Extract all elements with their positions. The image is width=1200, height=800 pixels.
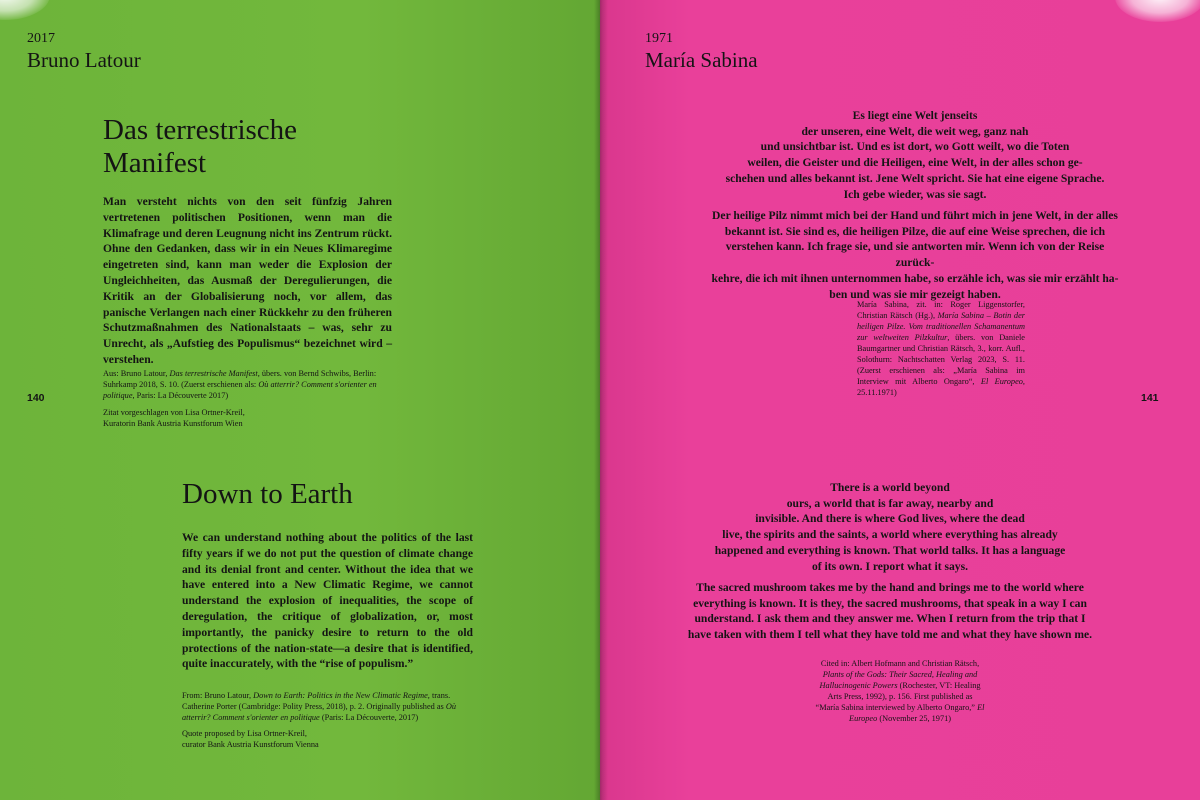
poem-line: live, the spirits and the saints, a world where everything has already [722, 528, 1058, 542]
german-body: Man versteht nichts von den seit fünfzig Jahren vertretenen politischen Positionen, wenn man die Klimafrage und deren Leugnung nicht ins Zentrum rückt. Ohne den Gedanken, dass wir in ein Neues Klimaregime eingetreten sind, kann man weder die Explosion der Ungleichheiten, das Ausmaß der Deregulierungen, die Kritik an der Globalisierung noch, vor allem, das panische Verlangen nach einer Rückkehr zu den früheren Schutzmaßnahmen des Nationalstaats – was, sehr zu Unrecht, als „Aufstieg des Populismus“ bezeichnet wird – verstehen. [103, 195, 392, 366]
poem-line: schehen und alles bekannt ist. Jene Welt spricht. Sie hat eine eigene Sprache. [725, 171, 1105, 185]
german-title: Das terrestrische Manifest [103, 114, 298, 179]
paragraph-line: bekannt ist. Sie sind es, die heiligen Pilze, die auf eine Weise sprechen, die ich [724, 224, 1106, 238]
english-source-citation: Cited in: Albert Hofmann and Christian Rätsch, Plants of the Gods: Their Sacred, Healing and Hallucinogenic Powers (Rochester, VT: Healing Arts Press, 1992), p. 156. First published as “María Sabina interviewed by Alberto Ongaro,” El Europeo (November 25, 1971) [815, 659, 985, 723]
paragraph-line: kehre, die ich mit ihnen unternommen habe, so erzähle ich, was sie mir erzählt ha- [711, 271, 1119, 285]
poem-line: Es liegt eine Welt jenseits [852, 109, 978, 122]
german-source-citation: Aus: Bruno Latour, Das terrestrische Manifest, übers. von Bernd Schwibs, Berlin: Suhrkamp 2018, S. 10. (Zuerst erschienen als: Où atterrir? Comment s'orienter en politique, Paris: La Découverte 2017) [103, 369, 377, 400]
german-poem [705, 108, 1125, 202]
paragraph-line: understand. I ask them and they answer me. When I return from the trip that I [694, 612, 1086, 626]
year-label: 1971 [645, 31, 673, 46]
poem-line: Ich gebe wieder, was sie sagt. [843, 187, 987, 201]
english-poem [630, 480, 1150, 574]
paragraph-line: Der heilige Pilz nimmt mich bei der Hand und führt mich in jene Welt, in der alles [712, 209, 1118, 222]
light-glare [0, 0, 50, 20]
english-paragraph [630, 580, 1150, 643]
poem-line: of its own. I report what it says. [812, 559, 968, 573]
author-name: Bruno Latour [27, 48, 141, 72]
poem-line: der unseren, eine Welt, die weit weg, ganz nah [801, 124, 1029, 138]
german-source-citation: María Sabina, zit. in: Roger Liggenstorfer, Christian Rätsch (Hg.), María Sabina – Botin der heiligen Pilze. Vom traditionellen Schamanentum zur weltweiten Pilzkultur, übers. von Daniele Baumgartner und Christian Rätsch, 3., korr. Aufl., Solothurn: Nachtschatten Verlag 2023, S. 11. (Zuerst erschienen als: „María Sabina im Interview mit Alberto Ongaro“, El Europeo, 25.11.1971) [857, 300, 1025, 397]
poem-line: weilen, die Geister und die Heiligen, eine Welt, in der alles schon ge- [747, 156, 1083, 170]
poem-line: ours, a world that is far away, nearby and [786, 496, 994, 510]
german-quote-credit: Zitat vorgeschlagen von Lisa Ortner-Kreil, Kuratorin Bank Austria Kunstforum Wien [103, 408, 245, 428]
english-body: We can understand nothing about the politics of the last fifty years if we do not put the question of climate change and its denial front and center. Without the idea that we have entered into a New Climatic Regime, we cannot understand the explosion of inequalities, the scope of deregulation, the critique of globalization, or, most importantly, the panicky desire to return to the old protections of the nation-state—a desire that is identified, quite inaccurately, with the “rise of populism.” [182, 531, 473, 671]
light-glare [1115, 0, 1200, 22]
paragraph-line: ben und was sie mir gezeigt haben. [829, 287, 1001, 301]
german-paragraph [705, 208, 1125, 302]
right-page [600, 0, 1200, 800]
poem-line: There is a world beyond [830, 481, 950, 494]
paragraph-line: verstehen kann. Ich frage sie, und sie antworten mir. Wenn ich von der Reise zurück- [725, 240, 1105, 270]
paragraph-line: have taken with them I tell what they have told me and what they have shown me. [687, 628, 1093, 642]
english-quote-credit: Quote proposed by Lisa Ortner-Kreil, curator Bank Austria Kunstforum Vienna [182, 729, 319, 749]
page-number: 140 [27, 392, 45, 404]
poem-line: invisible. And there is where God lives, where the dead [755, 512, 1025, 526]
poem-line: und unsichtbar ist. Und es ist dort, wo Gott weilt, wo die Toten [760, 140, 1070, 154]
paragraph-line: The sacred mushroom takes me by the hand and brings me to the world where [696, 581, 1084, 594]
english-title: Down to Earth [182, 478, 353, 510]
english-source-citation: From: Bruno Latour, Down to Earth: Politics in the New Climatic Regime, trans. Catherine Porter (Cambridge: Polity Press, 2018), p. 2. Originally published as Où atterrir? Comment s'orienter en politique (Paris: La Découverte, 2017) [182, 691, 456, 722]
book-gutter-shadow [594, 0, 608, 800]
page-number: 141 [1141, 392, 1159, 404]
year-label: 2017 [27, 31, 55, 46]
paragraph-line: everything is known. It is they, the sacred mushrooms, that speak in a way I can [693, 596, 1087, 610]
poem-line: happened and everything is known. That world talks. It has a language [714, 543, 1066, 557]
author-name: María Sabina [645, 48, 758, 72]
